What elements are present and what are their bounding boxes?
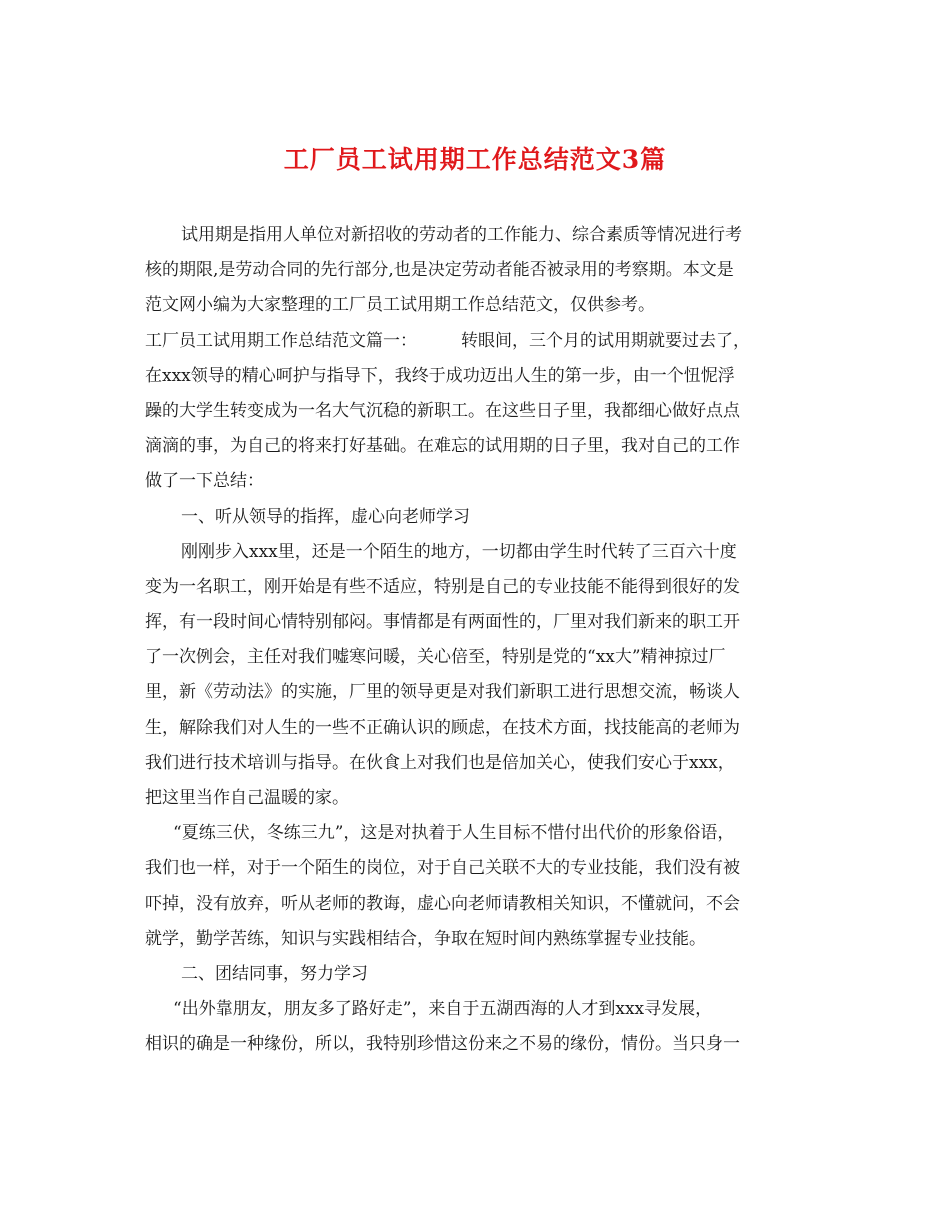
section-heading: 一、听从领导的指挥，虚心向老师学习 — [181, 506, 470, 527]
paragraph-line: 做了一下总结： — [145, 471, 264, 492]
paragraph-line: 我们进行技术培训与指导。在伙食上对我们也是倍加关心，使我们安心于xxx， — [145, 752, 735, 773]
document-title: 工厂员工试用期工作总结范文3篇 — [283, 145, 667, 174]
paragraph-line: 就学，勤学苦练，知识与实践相结合，争取在短时间内熟练掌握专业技能。 — [145, 928, 706, 949]
paragraph-line: 变为一名职工，刚开始是有些不适应，特别是自己的专业技能不能得到很好的发 — [145, 576, 740, 597]
paragraph-line: 滴滴的事，为自己的将来打好基础。在难忘的试用期的日子里，我对自己的工作 — [145, 436, 740, 457]
section-heading: 二、团结同事，努力学习 — [181, 963, 368, 984]
paragraph-line: 生，解除我们对人生的一些不正确认识的顾虑，在技术方面，找技能高的老师为 — [145, 717, 740, 738]
paragraph-line — [145, 324, 810, 359]
paragraph-line: 在xxx领导的精心呵护与指导下，我终于成功迈出人生的第一步，由一个忸怩浮 — [145, 365, 735, 386]
paragraph-line: 范文网小编为大家整理的工厂员工试用期工作总结范文，仅供参考。 — [145, 295, 655, 316]
paragraph-line: 了一次例会，主任对我们嘘寒问暖，关心倍至，特别是党的“xx大”精神掠过厂 — [145, 647, 726, 668]
paragraph-line: 核的期限,是劳动合同的先行部分,也是决定劳动者能否被录用的考察期。本文是 — [145, 260, 734, 281]
paragraph-line: 把这里当作自己温暖的家。 — [145, 788, 349, 808]
paragraph-line: 刚刚步入xxx里，还是一个陌生的地方，一切都由学生时代转了三百六十度 — [181, 541, 737, 562]
paragraph-line: 挥，有一段时间心情特别郁闷。事情都是有两面性的，厂里对我们新来的职工开 — [145, 612, 740, 633]
paragraph-line: “出外靠朋友，朋友多了路好走”，来自于五湖西海的人才到xxx寻发展， — [173, 999, 713, 1020]
paragraph-line: 躁的大学生转变成为一名大气沉稳的新职工。在这些日子里，我都细心做好点点 — [145, 400, 740, 421]
paragraph-line: 我们也一样，对于一个陌生的岗位，对于自己关联不大的专业技能，我们没有被 — [145, 858, 740, 879]
paragraph-line: 试用期是指用人单位对新招收的劳动者的工作能力、综合素质等情况进行考 — [181, 225, 742, 245]
paragraph-line: “夏练三伏，冬练三九”，这是对执着于人生目标不惜付出代价的形象俗语， — [173, 823, 735, 844]
paragraph-line: 吓掉，没有放弃，听从老师的教诲，虚心向老师请教相关知识，不懂就问，不会 — [145, 893, 740, 914]
document-body — [145, 218, 810, 1063]
paragraph-line: 相识的确是一种缘份，所以，我特别珍惜这份来之不易的缘份，情份。当只身一 — [145, 1034, 740, 1055]
paragraph-text: 转眼间，三个月的试用期就要过去了， — [461, 330, 750, 351]
section-heading-inline: 工厂员工试用期工作总结范文篇一： — [145, 330, 417, 351]
paragraph-line: 里，新《劳动法》的实施，厂里的领导更是对我们新职工进行思想交流，畅谈人 — [145, 682, 740, 703]
